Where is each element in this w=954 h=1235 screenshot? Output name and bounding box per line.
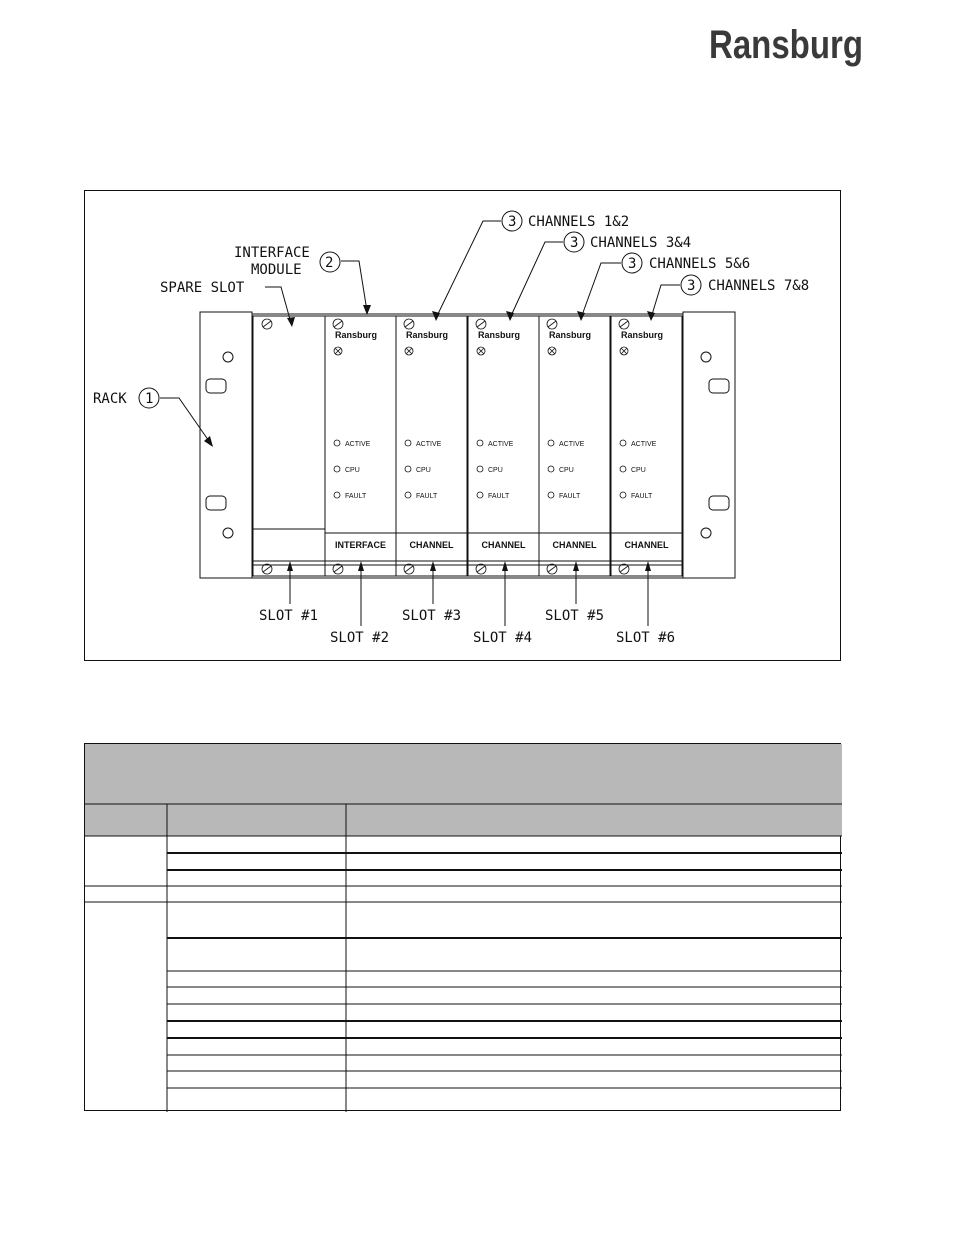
led-indicator-icon (334, 492, 340, 498)
callout-num: 3 (628, 256, 637, 272)
module-brand-label: Ransburg (406, 330, 449, 340)
module-label: INTERFACE (334, 540, 387, 550)
led-indicator-icon (405, 492, 411, 498)
led-indicator-icon (477, 440, 483, 446)
table-header-band (85, 744, 842, 836)
interface-callout-num: 2 (325, 255, 334, 271)
led-label: ACTIVE (559, 441, 585, 448)
led-label: CPU (416, 467, 431, 474)
led-label: FAULT (416, 493, 438, 500)
module-slot-4 (468, 316, 539, 576)
led-label: FAULT (488, 493, 510, 500)
slot-label-5 (545, 561, 604, 624)
led-label: FAULT (559, 493, 581, 500)
led-label: ACTIVE (631, 441, 657, 448)
module-label: CHANNEL (409, 540, 454, 550)
led-label: CPU (559, 467, 574, 474)
led-indicator-icon (334, 466, 340, 472)
callout-label: CHANNELS 7&8 (708, 278, 810, 294)
slot-label-text: SLOT #6 (616, 630, 676, 646)
callout-num: 3 (570, 235, 579, 251)
rack-callout: RACK (93, 391, 127, 407)
led-indicator-icon (405, 440, 411, 446)
led-label: ACTIVE (488, 441, 514, 448)
callout-label: CHANNELS 1&2 (528, 214, 630, 230)
led-label: FAULT (631, 493, 653, 500)
led-indicator-icon (405, 466, 411, 472)
module-brand-label: Ransburg (335, 330, 378, 340)
parts-table-grid (85, 744, 842, 1112)
callout-num: 3 (687, 278, 696, 294)
led-label: ACTIVE (416, 441, 442, 448)
logo-text: Ransburg (709, 23, 863, 67)
parts-table (84, 743, 841, 1111)
module-label: CHANNEL (624, 540, 669, 550)
slot-label-1 (259, 561, 318, 624)
slot-label-text: SLOT #1 (259, 608, 319, 624)
slot-label-text: SLOT #2 (330, 630, 390, 646)
ransburg-logo (707, 16, 867, 70)
spare-slot-callout: SPARE SLOT (160, 280, 245, 296)
led-indicator-icon (548, 466, 554, 472)
led-indicator-icon (334, 440, 340, 446)
led-label: CPU (488, 467, 503, 474)
module-slot-2 (325, 316, 396, 576)
module-label: CHANNEL (481, 540, 526, 550)
led-label: FAULT (345, 493, 367, 500)
callout-label: CHANNELS 5&6 (649, 256, 751, 272)
led-indicator-icon (620, 492, 626, 498)
interface-callout-line1: INTERFACE (234, 245, 310, 261)
led-label: ACTIVE (345, 441, 371, 448)
rack-figure (84, 190, 841, 661)
led-label: CPU (345, 467, 360, 474)
slot-label-text: SLOT #3 (402, 608, 462, 624)
callout-num: 3 (508, 214, 517, 230)
module-slot-5 (539, 316, 610, 576)
led-indicator-icon (477, 492, 483, 498)
led-indicator-icon (548, 492, 554, 498)
channels-callout (506, 232, 691, 321)
slot-label-text: SLOT #4 (473, 630, 533, 646)
led-indicator-icon (620, 466, 626, 472)
module-brand-label: Ransburg (549, 330, 592, 340)
module-brand-label: Ransburg (621, 330, 664, 340)
rack-callout-num: 1 (145, 391, 154, 407)
interface-callout-line2: MODULE (251, 262, 302, 278)
module-brand-label: Ransburg (478, 330, 521, 340)
led-indicator-icon (620, 440, 626, 446)
led-indicator-icon (548, 440, 554, 446)
slot-1-spare (253, 316, 325, 576)
slot-label-3 (402, 561, 461, 624)
callout-label: CHANNELS 3&4 (590, 235, 692, 251)
module-slot-3 (396, 316, 467, 576)
led-indicator-icon (477, 466, 483, 472)
rack-right-ear (683, 312, 735, 578)
led-label: CPU (631, 467, 646, 474)
slot-label-text: SLOT #5 (545, 608, 605, 624)
module-slot-6 (611, 316, 682, 576)
rack-diagram (85, 191, 842, 662)
module-label: CHANNEL (552, 540, 597, 550)
